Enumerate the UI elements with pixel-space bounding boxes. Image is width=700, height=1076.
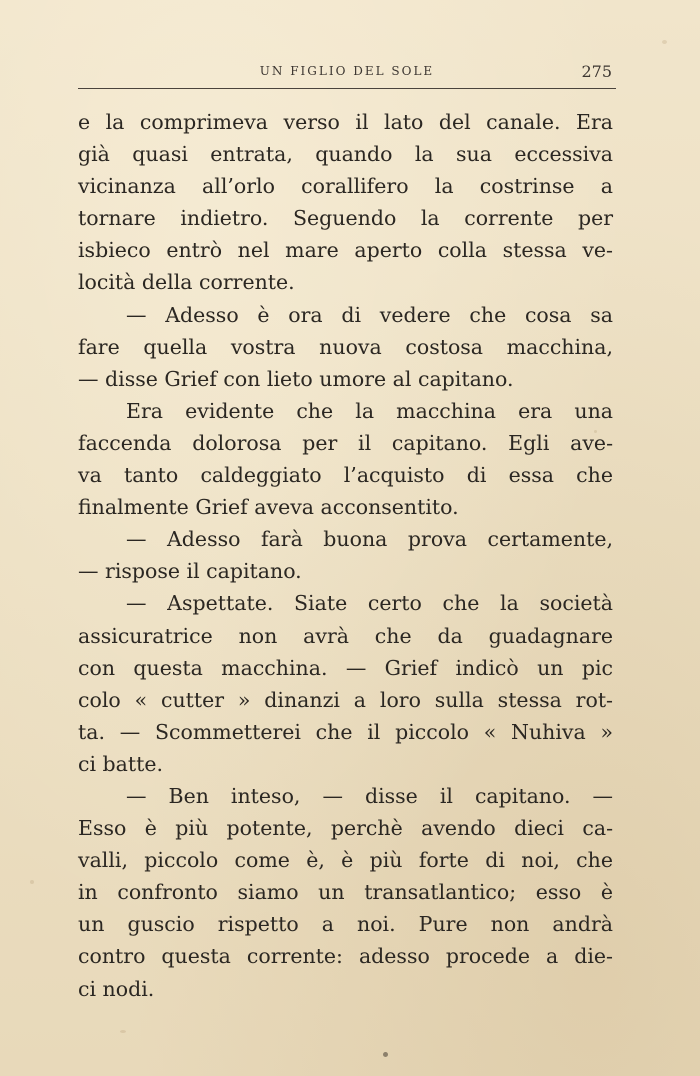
text-line: finalmente Grief aveva acconsentito.	[78, 495, 459, 520]
text-line: — Aspettate. Siate certo che la società	[126, 591, 613, 616]
running-title: UN FIGLIO DEL SOLE	[259, 64, 435, 78]
text-line: Esso è più potente, perchè avendo dieci ca-	[78, 816, 613, 841]
text-line: valli, piccolo come è, è più forte di noi, che	[78, 848, 613, 873]
text-line: già quasi entrata, quando la sua eccessiva	[78, 142, 613, 167]
text-line: con questa macchina. — Grief indicò un pic	[78, 655, 613, 680]
page-number: 275	[581, 62, 612, 81]
running-head	[78, 58, 616, 92]
text-line: ci batte.	[78, 751, 164, 776]
text-line: ci nodi.	[78, 976, 155, 1001]
text-line: — Adesso è ora di vedere che cosa sa	[126, 302, 613, 327]
text-line: Era evidente che la macchina era una	[126, 398, 613, 423]
text-line: va tanto caldeggiato l’acquisto di essa che	[78, 463, 613, 488]
text-line: un guscio rispetto a noi. Pure non andrà	[78, 912, 613, 937]
body-text	[78, 106, 613, 1005]
text-line: vicinanza all’orlo corallifero la costrinse a	[78, 174, 613, 199]
paper-stain	[662, 40, 667, 44]
text-line: in confronto siamo un transatlantico; esso è	[78, 880, 613, 905]
text-line: fare quella vostra nuova costosa macchina,	[78, 334, 613, 359]
paper-stain	[120, 1030, 126, 1033]
ink-dot	[383, 1052, 388, 1057]
text-line: contro questa corrente: adesso procede a die-	[78, 944, 613, 969]
text-line: — Ben inteso, — disse il capitano. —	[126, 783, 613, 808]
text-line: e la comprimeva verso il lato del canale. Era	[78, 110, 613, 134]
text-line: tornare indietro. Seguendo la corrente per	[78, 206, 613, 231]
text-line: isbieco entrò nel mare aperto colla stessa ve-	[78, 238, 613, 263]
text-line: — rispose il capitano.	[78, 559, 302, 584]
text-line: — Adesso farà buona prova certamente,	[126, 527, 613, 552]
text-line: ta. — Scommetterei che il piccolo « Nuhiva »	[78, 719, 613, 744]
text-line: assicuratrice non avrà che da guadagnare	[78, 623, 613, 648]
paper-stain	[30, 880, 34, 884]
text-line: faccenda dolorosa per il capitano. Egli ave-	[78, 430, 613, 455]
header-rule	[78, 88, 616, 89]
text-line: colo « cutter » dinanzi a loro sulla stessa rot-	[78, 687, 613, 712]
text-line: — disse Grief con lieto umore al capitano.	[78, 366, 514, 391]
text-line: locità della corrente.	[78, 270, 295, 295]
